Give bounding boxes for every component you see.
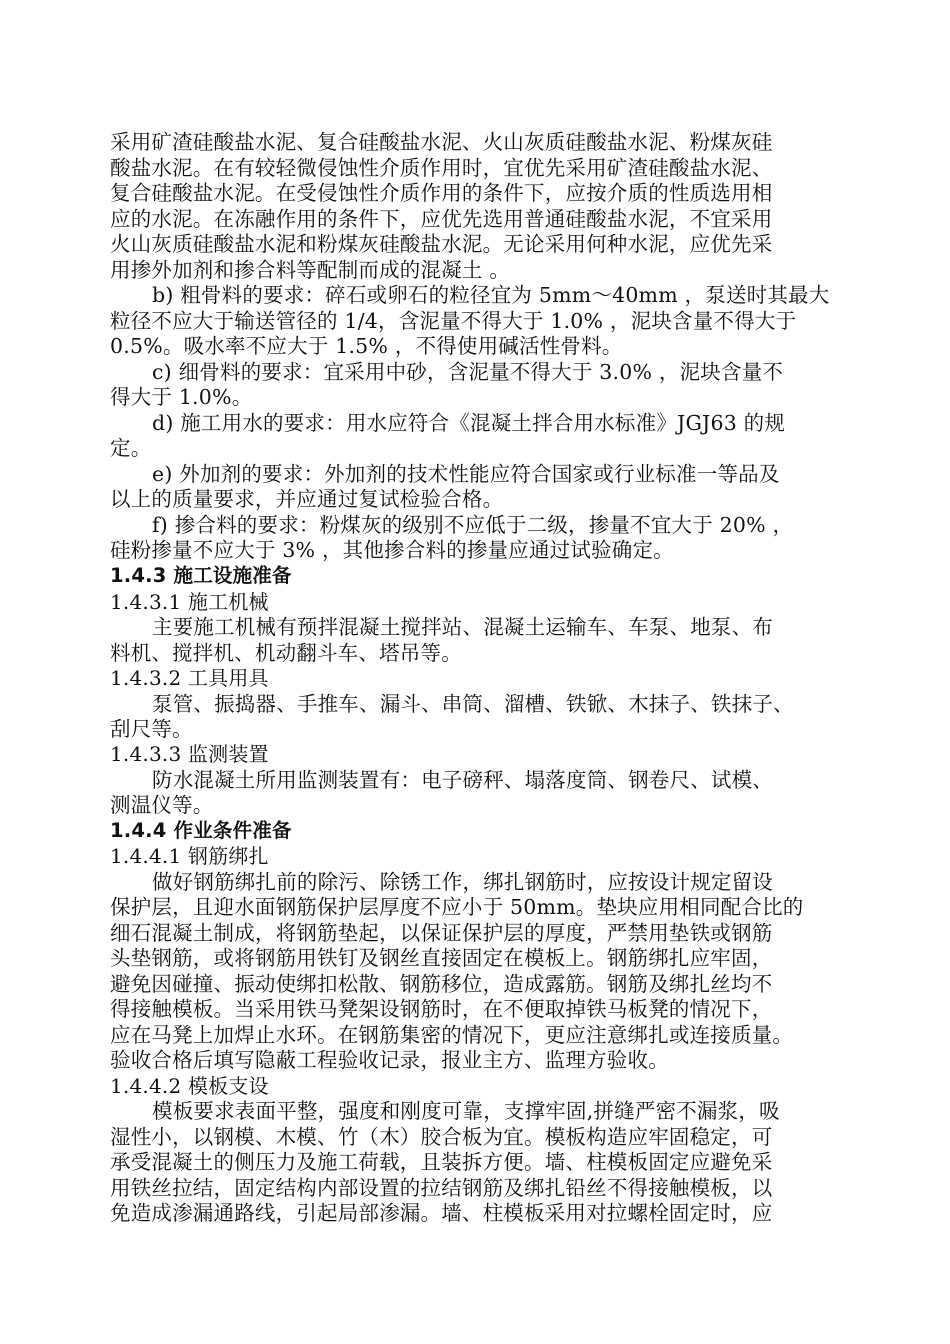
- paragraph-line: 湿性小，以钢模、木模、竹（木）胶合板为宜。模板构造应牢固稳定，可: [110, 1125, 773, 1149]
- paragraph-line: 0.5%。吸水率不应大于 1.5% ，不得使用碱活性骨料。: [110, 334, 623, 358]
- paragraph-line: f) 掺合料的要求：粉煤灰的级别不应低于二级，掺量不宜大于 20% ，: [152, 513, 794, 537]
- paragraph-line: 火山灰质硅酸盐水泥和粉煤灰硅酸盐水泥。无论采用何种水泥，应优先采: [110, 232, 773, 256]
- paragraph-line: 硅粉掺量不应大于 3% ，其他掺合料的掺量应通过试验确定。: [110, 538, 674, 562]
- paragraph-line: 头垫钢筋，或将钢筋用铁钉及钢丝直接固定在模板上。钢筋绑扎应牢固，: [110, 946, 773, 970]
- subsection-heading: 1.4.3.2 工具用具: [110, 666, 269, 690]
- paragraph-line: c) 细骨料的要求：宜采用中砂，含泥量不得大于 3.0% ，泥块含量不: [152, 360, 784, 384]
- paragraph-line: 细石混凝土制成，将钢筋垫起，以保证保护层的厚度，严禁用垫铁或钢筋: [110, 921, 773, 945]
- paragraph-line: 测温仪等。: [110, 793, 214, 817]
- subsection-heading: 1.4.3.3 监测装置: [110, 742, 269, 766]
- paragraph-line: 以上的质量要求，并应通过复试检验合格。: [110, 487, 504, 511]
- paragraph-line: 酸盐水泥。在有较轻微侵蚀性介质作用时，宜优先采用矿渣硅酸盐水泥、: [110, 156, 773, 180]
- paragraph-line: 主要施工机械有预拌混凝土搅拌站、混凝土运输车、车泵、地泵、布: [152, 615, 773, 639]
- paragraph-line: 得大于 1.0%。: [110, 385, 253, 409]
- paragraph-line: 刮尺等。: [110, 717, 193, 741]
- subsection-heading: 1.4.4.2 模板支设: [110, 1074, 269, 1098]
- paragraph-line: 承受混凝土的侧压力及施工荷载，且装拆方便。墙、柱模板固定应避免采: [110, 1150, 773, 1174]
- paragraph-line: d) 施工用水的要求：用水应符合《混凝土拌合用水标准》JGJ63 的规: [152, 411, 786, 435]
- paragraph-line: 采用矿渣硅酸盐水泥、复合硅酸盐水泥、火山灰质硅酸盐水泥、粉煤灰硅: [110, 130, 773, 154]
- paragraph-line: 应在马凳上加焊止水环。在钢筋集密的情况下，更应注意绑扎或连接质量。: [110, 1023, 794, 1047]
- paragraph-line: 粒径不应大于输送管径的 1/4，含泥量不得大于 1.0% ，泥块含量不得大于: [110, 309, 797, 333]
- paragraph-line: 验收合格后填写隐蔽工程验收记录，报业主方、监理方验收。: [110, 1048, 669, 1072]
- paragraph-line: b) 粗骨料的要求：碎石或卵石的粒径宜为 5mm～40mm ，泵送时其最大: [152, 283, 830, 307]
- paragraph-line: 应的水泥。在冻融作用的条件下，应优先选用普通硅酸盐水泥，不宜采用: [110, 207, 773, 231]
- paragraph-line: 复合硅酸盐水泥。在受侵蚀性介质作用的条件下，应按介质的性质选用相: [110, 181, 773, 205]
- paragraph-line: 定。: [110, 436, 152, 460]
- paragraph-line: 避免因碰撞、振动使绑扣松散、钢筋移位，造成露筋。钢筋及绑扎丝均不: [110, 972, 773, 996]
- paragraph-line: 用掺外加剂和掺合料等配制而成的混凝土 。: [110, 258, 511, 282]
- paragraph-line: 用铁丝拉结，固定结构内部设置的拉结钢筋及绑扎铅丝不得接触模板，以: [110, 1176, 773, 1200]
- section-heading: 1.4.4 作业条件准备: [110, 819, 292, 842]
- paragraph-line: 得接触模板。当采用铁马凳架设钢筋时，在不便取掉铁马板凳的情况下，: [110, 997, 773, 1021]
- section-heading: 1.4.3 施工设施准备: [110, 564, 292, 587]
- paragraph-line: 免造成渗漏通路线，引起局部渗漏。墙、柱模板采用对拉螺栓固定时，应: [110, 1201, 773, 1225]
- paragraph-line: 料机、搅拌机、机动翻斗车、塔吊等。: [110, 641, 462, 665]
- paragraph-line: 模板要求表面平整，强度和刚度可靠，支撑牢固,拼缝严密不漏浆，吸: [152, 1099, 780, 1123]
- paragraph-line: e) 外加剂的要求：外加剂的技术性能应符合国家或行业标准一等品及: [152, 462, 780, 486]
- subsection-heading: 1.4.3.1 施工机械: [110, 590, 269, 614]
- subsection-heading: 1.4.4.1 钢筋绑扎: [110, 844, 269, 868]
- paragraph-line: 防水混凝土所用监测装置有：电子磅秤、塌落度筒、钢卷尺、试模、: [152, 768, 773, 792]
- paragraph-line: 泵管、振捣器、手推车、漏斗、串筒、溜槽、铁锨、木抹子、铁抹子、: [152, 692, 794, 716]
- paragraph-line: 保护层，且迎水面钢筋保护层厚度不应小于 50mm。垫块应用相同配合比的: [110, 895, 804, 919]
- paragraph-line: 做好钢筋绑扎前的除污、除锈工作，绑扎钢筋时，应按设计规定留设: [152, 870, 773, 894]
